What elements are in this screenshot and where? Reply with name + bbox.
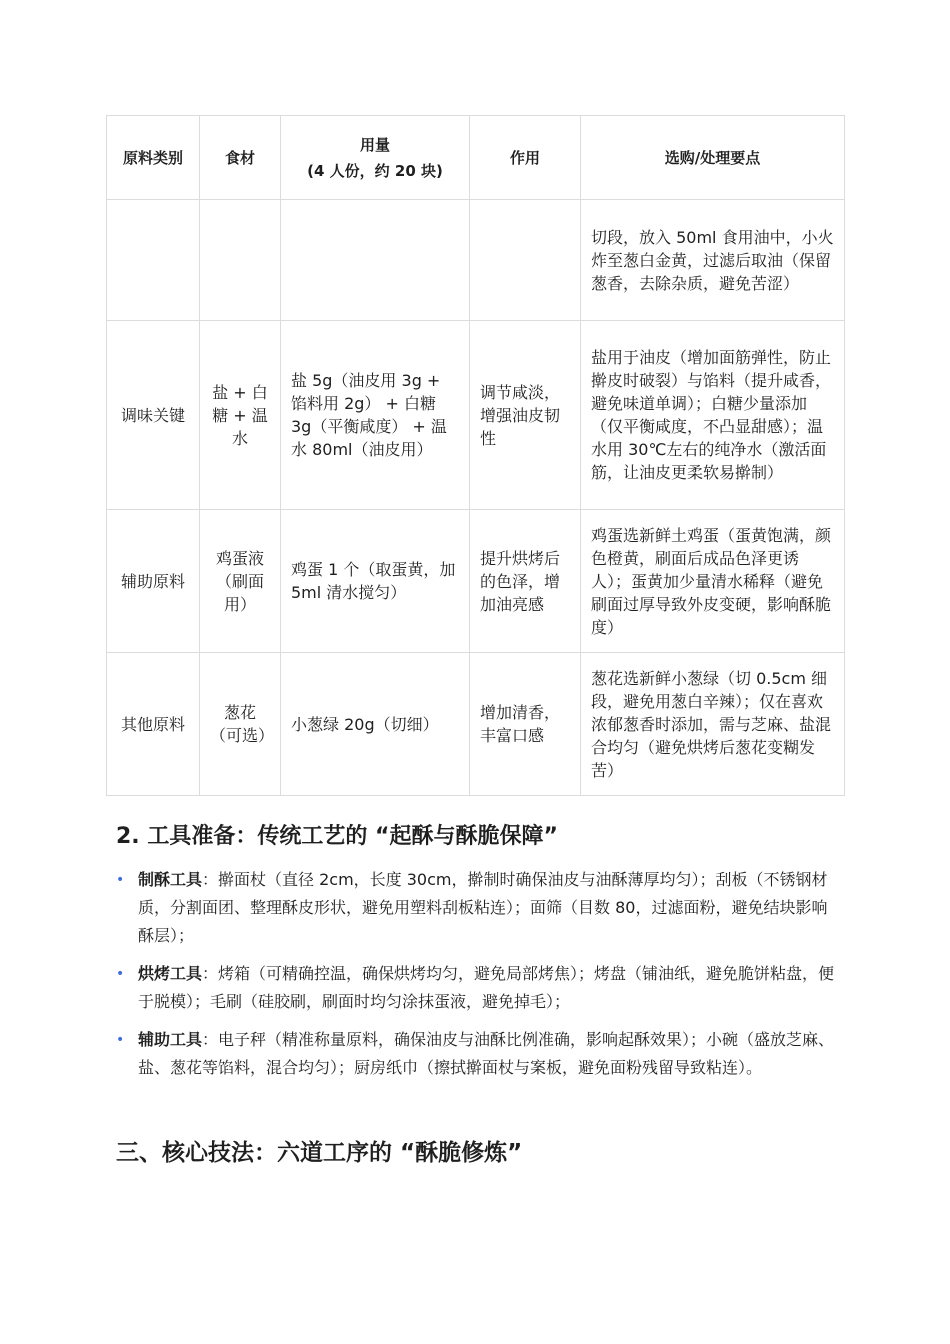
cell-category: 辅助原料 <box>107 510 200 653</box>
table-row <box>107 200 845 321</box>
list-item-text: ：烤箱（可精确控温，确保烘烤均匀，避免局部烤焦）；烤盘（铺油纸，避免脆饼粘盘，便于脱模）；毛刷（硅胶刷，刷面时均匀涂抹蛋液，避免掉毛）； <box>138 964 835 1011</box>
list-item-text: ：电子秤（精准称量原料，确保油皮与油酥比例准确，影响起酥效果）；小碗（盛放芝麻、盐、葱花等馅料，混合均匀）；厨房纸巾（擦拭擀面杖与案板，避免面粉残留导致粘连）。 <box>138 1030 835 1077</box>
header-tips: 选购/处理要点 <box>581 116 845 200</box>
cell-role: 提升烘烤后的色泽，增加油亮感 <box>470 510 581 653</box>
table-header-row <box>107 116 845 200</box>
cell-amount: 鸡蛋 1 个（取蛋黄，加 5ml 清水搅匀） <box>281 510 470 653</box>
bullet-icon: • <box>116 966 125 982</box>
cell-tips: 盐用于油皮（增加面筋弹性，防止擀皮时破裂）与馅料（提升咸香，避免味道单调）；白糖少量添加（仅平衡咸度，不凸显甜感）；温水用 30℃左右的纯净水（激活面筋，让油皮更柔软易擀制） <box>581 321 845 510</box>
cell-category <box>107 200 200 321</box>
list-item <box>116 866 836 950</box>
cell-amount: 小葱绿 20g（切细） <box>281 653 470 796</box>
list-item-label: 制酥工具 <box>138 870 203 889</box>
list-item <box>116 1026 836 1082</box>
list-item-text: ：擀面杖（直径 2cm，长度 30cm，擀制时确保油皮与油酥薄厚均匀）；刮板（不锈钢材质，分割面团、整理酥皮形状，避免用塑料刮板粘连）；面筛（目数 80，过滤面粉，避免结块影响酥层）； <box>138 870 828 945</box>
section-heading-tools: 2. 工具准备：传统工艺的 “起酥与酥脆保障” <box>116 824 558 849</box>
header-role: 作用 <box>470 116 581 200</box>
list-item-label: 辅助工具 <box>138 1030 203 1049</box>
cell-amount <box>281 200 470 321</box>
cell-amount: 盐 5g（油皮用 3g + 馅料用 2g） + 白糖 3g（平衡咸度） + 温水 80ml（油皮用） <box>281 321 470 510</box>
cell-food: 葱花（可选） <box>200 653 281 796</box>
cell-food <box>200 200 281 321</box>
table-row <box>107 510 845 653</box>
cell-tips: 葱花选新鲜小葱绿（切 0.5cm 细段，避免用葱白辛辣）；仅在喜欢浓郁葱香时添加，需与芝麻、盐混合均匀（避免烘烤后葱花变糊发苦） <box>581 653 845 796</box>
cell-role: 增加清香，丰富口感 <box>470 653 581 796</box>
cell-tips: 切段，放入 50ml 食用油中，小火炸至葱白金黄，过滤后取油（保留葱香，去除杂质，避免苦涩） <box>581 200 845 321</box>
cell-food: 鸡蛋液（刷面用） <box>200 510 281 653</box>
header-amount-label: 用量 <box>359 135 390 154</box>
bullet-icon: • <box>116 872 125 888</box>
section-heading-techniques: 三、核心技法：六道工序的 “酥脆修炼” <box>116 1140 523 1166</box>
header-amount <box>281 116 470 200</box>
ingredients-table <box>106 115 845 796</box>
header-food: 食材 <box>200 116 281 200</box>
bullet-icon: • <box>116 1032 125 1048</box>
cell-category: 调味关键 <box>107 321 200 510</box>
list-item <box>116 960 836 1016</box>
cell-role: 调节咸淡，增强油皮韧性 <box>470 321 581 510</box>
header-category: 原料类别 <box>107 116 200 200</box>
list-item-label: 烘烤工具 <box>138 964 203 983</box>
table-row <box>107 321 845 510</box>
table-row <box>107 653 845 796</box>
cell-category: 其他原料 <box>107 653 200 796</box>
tools-list <box>116 866 836 1092</box>
cell-food: 盐 + 白糖 + 温水 <box>200 321 281 510</box>
header-amount-note: (4 人份，约 20 块) <box>307 161 443 180</box>
cell-role <box>470 200 581 321</box>
cell-tips: 鸡蛋选新鲜土鸡蛋（蛋黄饱满，颜色橙黄，刷面后成品色泽更诱人）；蛋黄加少量清水稀释（避免刷面过厚导致外皮变硬，影响酥脆度） <box>581 510 845 653</box>
